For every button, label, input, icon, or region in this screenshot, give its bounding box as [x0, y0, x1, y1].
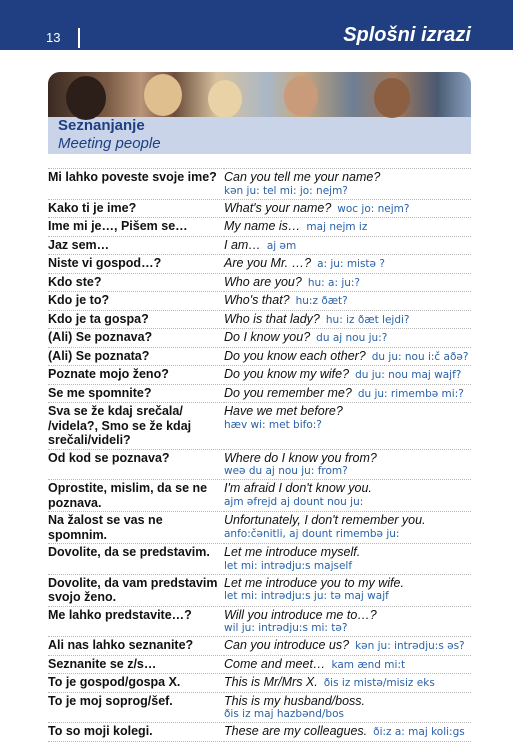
phrase-row: [48, 606, 471, 637]
pronunciation: weə du aj nou ju: from?: [224, 465, 348, 477]
slovene-phrase: Ali nas lahko seznanite?: [48, 637, 224, 656]
translation-cell: [224, 674, 471, 693]
translation-cell: [224, 403, 471, 450]
pronunciation: ajm əfrejd aj dount nou ju:: [224, 495, 364, 508]
slovene-phrase: Na žalost se vas ne spomnim.: [48, 512, 224, 544]
english-phrase: Can you tell me your name?: [224, 170, 381, 184]
pronunciation: hæv wi: met bifo:?: [224, 418, 322, 431]
pronunciation: a: ju: mistə ?: [317, 258, 385, 270]
translation-cell: [224, 480, 471, 512]
english-phrase: Let me introduce myself.: [224, 545, 361, 559]
phrase-row: [48, 169, 471, 200]
slovene-phrase: (Ali) Se poznava?: [48, 329, 224, 348]
slovene-phrase: Oprostite, mislim, da se ne poznava.: [48, 480, 224, 512]
phrase-row: [48, 723, 471, 742]
phrase-row: [48, 292, 471, 311]
slovene-phrase: Poznate mojo ženo?: [48, 366, 224, 385]
translation-cell: [224, 236, 471, 255]
translation-cell: [224, 449, 471, 480]
pronunciation: let mi: intrədju:s ju: tə maj wajf: [224, 590, 389, 602]
slovene-phrase: To je gospod/gospa X.: [48, 674, 224, 693]
english-phrase: My name is…: [224, 219, 301, 233]
english-phrase: I'm afraid I don't know you.: [224, 481, 372, 495]
english-phrase: Where do I know you from?: [224, 450, 377, 465]
slovene-phrase: Kdo ste?: [48, 273, 224, 292]
phrase-row: [48, 480, 471, 512]
phrase-row: [48, 574, 471, 606]
phrase-row: [48, 366, 471, 385]
english-phrase: Who are you?: [224, 274, 302, 289]
translation-cell: [224, 637, 471, 656]
phrase-row: [48, 255, 471, 274]
pronunciation: maj nejm iz: [306, 221, 368, 233]
slovene-phrase: Kdo je to?: [48, 292, 224, 311]
phrase-row: [48, 236, 471, 255]
translation-cell: [224, 273, 471, 292]
phrase-row: [48, 273, 471, 292]
slovene-phrase: Mi lahko poveste svoje ime?: [48, 169, 224, 200]
english-phrase: I am…: [224, 237, 261, 252]
translation-cell: [224, 310, 471, 329]
phrase-row: [48, 449, 471, 480]
translation-cell: [224, 347, 471, 366]
translation-cell: [224, 329, 471, 348]
pronunciation: du ju: rimembə mi:?: [357, 387, 464, 400]
english-phrase: Let me introduce you to my wife.: [224, 575, 404, 590]
english-phrase: Do I know you?: [224, 330, 311, 344]
slovene-phrase: To je moj soprog/šef.: [48, 692, 224, 723]
slovene-phrase: Dovolite, da se predstavim.: [48, 544, 224, 575]
phrase-row: [48, 512, 471, 544]
pronunciation: kam ænd mi:t: [331, 658, 406, 671]
phrase-row: [48, 347, 471, 366]
slovene-phrase: Od kod se poznava?: [48, 449, 224, 480]
phrase-row: [48, 692, 471, 723]
pronunciation: let mi: intrədju:s majself: [224, 559, 353, 572]
english-phrase: Who's that?: [224, 293, 290, 307]
slovene-phrase: Kdo je ta gospa?: [48, 310, 224, 329]
pronunciation: ðis iz maj hazbənd/bos: [224, 708, 344, 720]
phrase-row: [48, 384, 471, 403]
english-phrase: Can you introduce us?: [224, 638, 350, 652]
header-band: [0, 0, 513, 50]
pronunciation: anfo:čənitli, aj dount rimembə ju:: [224, 527, 400, 540]
english-phrase: What's your name?: [224, 200, 332, 215]
phrase-row: [48, 637, 471, 656]
pronunciation: ði:z a: maj koli:gs: [373, 726, 465, 738]
translation-cell: [224, 606, 471, 637]
pronunciation: wil ju: intrədju:s mi: tə?: [224, 622, 348, 634]
translation-cell: [224, 655, 471, 674]
english-phrase: Unfortunately, I don't remember you.: [224, 513, 426, 527]
pronunciation: aj əm: [266, 239, 297, 252]
translation-cell: [224, 692, 471, 723]
pronunciation: kən ju: intrədju:s əs?: [355, 640, 465, 652]
phrase-table: [48, 168, 471, 742]
slovene-phrase: Me lahko predstavite…?: [48, 606, 224, 637]
phrase-row: [48, 655, 471, 674]
slovene-phrase: Sva se že kdaj srečala/ /videla?, Smo se že kdaj srečali/videli?: [48, 403, 224, 450]
phrase-row: [48, 329, 471, 348]
slovene-phrase: Dovolite, da vam predstavim svojo ženo.: [48, 574, 224, 606]
translation-cell: [224, 366, 471, 385]
phrase-row: [48, 310, 471, 329]
english-phrase: Come and meet…: [224, 656, 326, 671]
page-number-divider: [78, 28, 80, 48]
english-phrase: Do you remember me?: [224, 385, 352, 400]
translation-cell: [224, 723, 471, 742]
translation-cell: [224, 292, 471, 311]
slovene-phrase: Niste vi gospod…?: [48, 255, 224, 274]
slovene-phrase: Seznanite se z/s…: [48, 655, 224, 674]
slovene-phrase: (Ali) Se poznata?: [48, 347, 224, 366]
english-phrase: Do you know my wife?: [224, 367, 350, 381]
pronunciation: hu: iz ðæt lejdi?: [325, 313, 410, 326]
english-phrase: Are you Mr. …?: [224, 256, 312, 270]
english-phrase: These are my colleagues.: [224, 724, 368, 738]
translation-cell: [224, 544, 471, 575]
slovene-phrase: Kako ti je ime?: [48, 199, 224, 218]
english-phrase: Do you know each other?: [224, 348, 366, 363]
slovene-phrase: Ime mi je…, Pišem se…: [48, 218, 224, 237]
pronunciation: kən ju: tel mi: jo: nejm?: [224, 184, 348, 197]
pronunciation: du aj nou ju:?: [316, 332, 388, 344]
english-phrase: Have we met before?: [224, 404, 343, 418]
phrase-row: [48, 199, 471, 218]
pronunciation: du ju: nou i:č aðə?: [371, 350, 469, 363]
translation-cell: [224, 255, 471, 274]
slovene-phrase: Se me spomnite?: [48, 384, 224, 403]
slovene-phrase: To so moji kolegi.: [48, 723, 224, 742]
section-heading: Seznanjanje: [58, 117, 145, 134]
phrase-row: [48, 218, 471, 237]
phrase-row: [48, 403, 471, 450]
english-phrase: Will you introduce me to…?: [224, 607, 377, 622]
english-phrase: This is Mr/Mrs X.: [224, 675, 318, 689]
translation-cell: [224, 199, 471, 218]
translation-cell: [224, 512, 471, 544]
translation-cell: [224, 169, 471, 200]
english-phrase: Who is that lady?: [224, 311, 320, 326]
chapter-title: Splošni izrazi: [343, 24, 471, 46]
pronunciation: woc jo: nejm?: [337, 202, 410, 215]
phrase-row: [48, 674, 471, 693]
pronunciation: ðis iz mistə/misiz eks: [323, 677, 435, 689]
phrase-row: [48, 544, 471, 575]
pronunciation: du ju: nou maj wajf?: [355, 369, 462, 381]
pronunciation: hu: a: ju:?: [307, 276, 361, 289]
english-phrase: This is my husband/boss.: [224, 693, 366, 708]
translation-cell: [224, 384, 471, 403]
people-photo: [48, 72, 471, 117]
pronunciation: hu:z ðæt?: [295, 295, 348, 307]
slovene-phrase: Jaz sem…: [48, 236, 224, 255]
translation-cell: [224, 574, 471, 606]
section-subtitle: Meeting people: [58, 135, 161, 152]
translation-cell: [224, 218, 471, 237]
page-number: 13: [46, 30, 61, 45]
